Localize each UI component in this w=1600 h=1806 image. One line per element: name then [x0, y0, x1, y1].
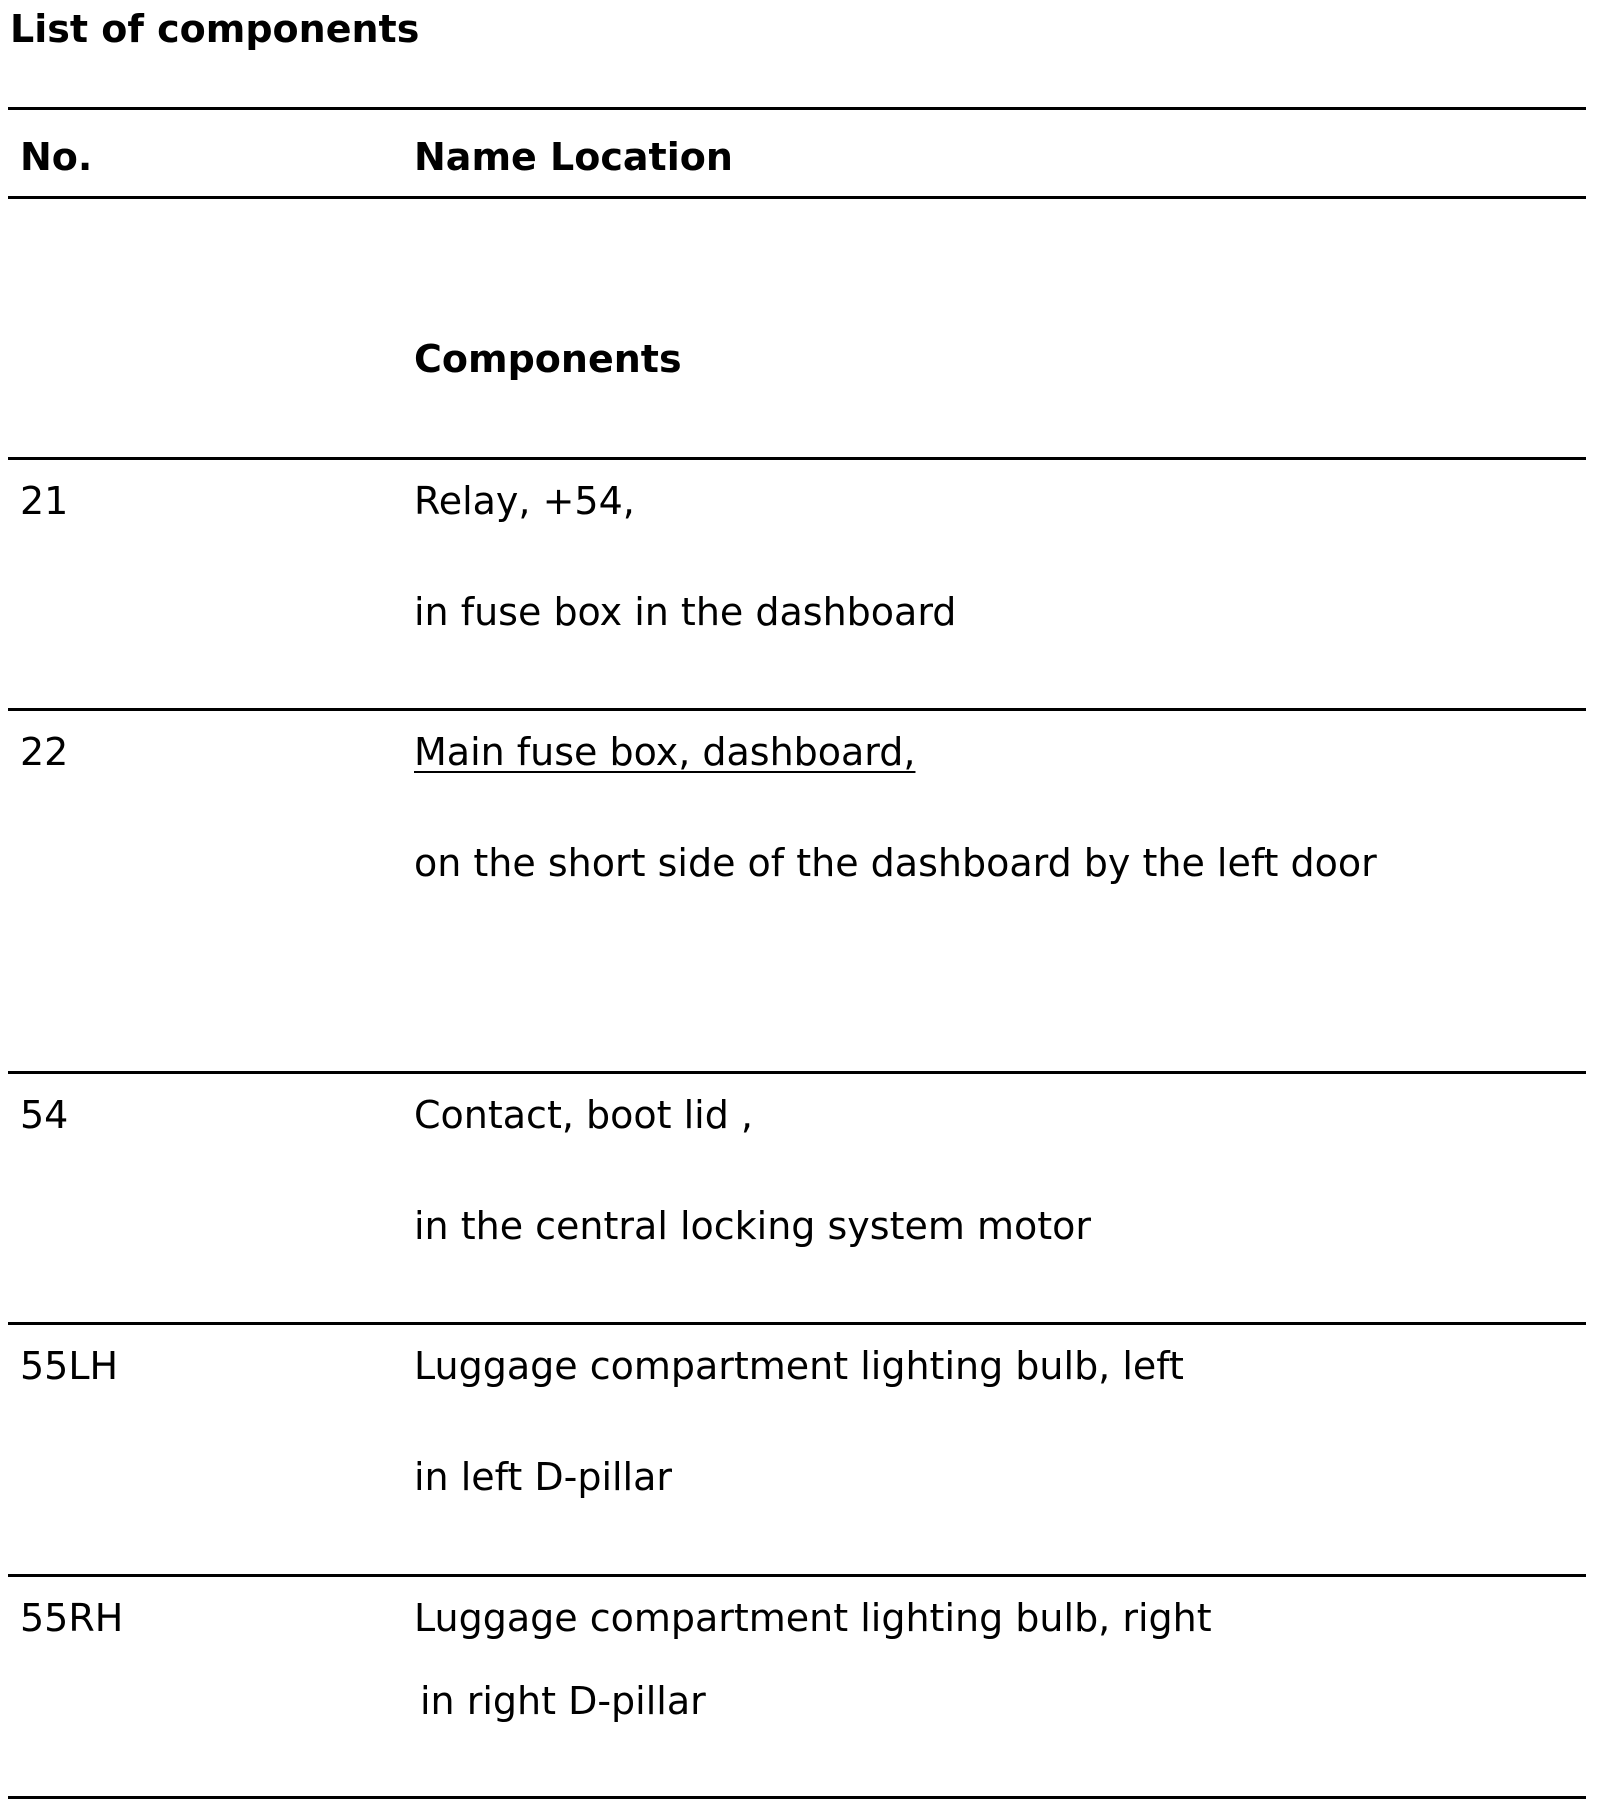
document-title: List of components: [10, 7, 420, 51]
row-divider: [8, 457, 1586, 460]
component-name: Main fuse box, dashboard,: [414, 730, 916, 774]
row-number: 22: [20, 730, 69, 774]
component-location: in left D-pillar: [414, 1455, 673, 1499]
component-location: on the short side of the dashboard by the left door: [414, 841, 1377, 885]
component-name: Contact, boot lid ,: [414, 1093, 753, 1137]
component-name: Relay, +54,: [414, 479, 635, 523]
row-number: 54: [20, 1093, 69, 1137]
component-location: in right D-pillar: [420, 1679, 706, 1723]
row-divider: [8, 1574, 1586, 1577]
component-name: Luggage compartment lighting bulb, right: [414, 1596, 1212, 1640]
row-divider: [8, 1322, 1586, 1325]
column-header-no: No.: [20, 135, 93, 179]
row-number: 55RH: [20, 1596, 124, 1640]
row-number: 55LH: [20, 1344, 119, 1388]
table-top-rule: [8, 107, 1586, 110]
section-heading: Components: [414, 337, 682, 381]
column-header-name-location: Name Location: [414, 135, 733, 179]
row-divider: [8, 708, 1586, 711]
table-bottom-rule: [8, 1796, 1586, 1799]
row-number: 21: [20, 479, 69, 523]
row-divider: [8, 1071, 1586, 1074]
component-location: in fuse box in the dashboard: [414, 590, 957, 634]
component-name: Luggage compartment lighting bulb, left: [414, 1344, 1184, 1388]
component-location: in the central locking system motor: [414, 1204, 1092, 1248]
header-bottom-rule: [8, 196, 1586, 199]
